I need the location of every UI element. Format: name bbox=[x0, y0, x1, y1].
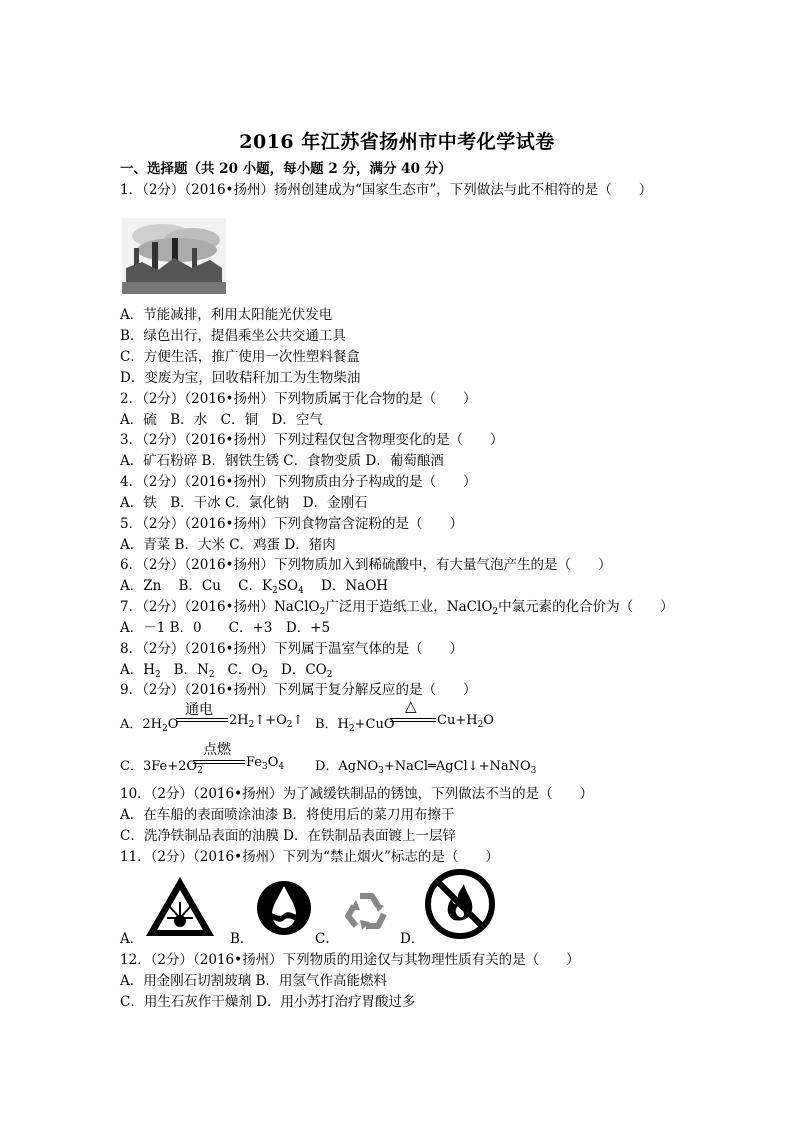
question-2-options: A．硫 B．水 C．铜 D．空气 bbox=[120, 412, 323, 428]
option-c: C．$K_2SO_4$ bbox=[238, 578, 304, 596]
option-d: D．$CO_2$ bbox=[281, 662, 333, 680]
option-c: C．$O_2$ bbox=[227, 662, 269, 680]
page-title: 2016 年江苏省扬州市中考化学试卷 bbox=[239, 131, 555, 153]
question-11-option-d: D． bbox=[400, 931, 425, 947]
question-1-stem: 1．（2分）（2016•扬州）扬州创建成为“国家生态市”，下列做法与此不相符的是（ ） bbox=[120, 182, 653, 198]
question-12-options-ab: A．用金刚石切割玻璃 B．用氢气作高能燃料 bbox=[120, 973, 387, 989]
question-9-option-b: B．$H_2+CuO$ bbox=[315, 717, 395, 734]
question-5-options: A．青菜 B．大米 C．鸡蛋 D．猪肉 bbox=[120, 537, 336, 553]
question-11-option-b: B． bbox=[230, 931, 254, 947]
question-2-stem: 2．（2分）（2016•扬州）下列物质属于化合物的是（ ） bbox=[120, 391, 477, 407]
option-a: A．Zn bbox=[120, 578, 162, 594]
water-saving-sign-icon bbox=[256, 880, 312, 936]
question-9-option-b-products: $Cu+H_2O$ bbox=[437, 713, 494, 730]
question-9-option-a-products: $2H_2↑+O_2↑$ bbox=[229, 713, 304, 730]
question-9-option-c-products: $Fe_3O_4$ bbox=[246, 755, 285, 772]
no-fire-sign-icon bbox=[424, 868, 496, 940]
condition-electrolysis: 通电 bbox=[185, 702, 213, 718]
question-7-options: A．－1 B．0 C．+3 D．+5 bbox=[120, 620, 331, 636]
reaction-arrow bbox=[176, 717, 228, 723]
question-5-stem: 5．（2分）（2016•扬州）下列食物富含淀粉的是（ ） bbox=[120, 516, 463, 532]
option-b: B．Cu bbox=[178, 578, 221, 594]
question-4-stem: 4．（2分）（2016•扬州）下列物质由分子构成的是（ ） bbox=[120, 474, 477, 490]
question-3-stem: 3．（2分）（2016•扬州）下列过程仅包含物理变化的是（ ） bbox=[120, 432, 504, 448]
reaction-arrow bbox=[390, 717, 436, 723]
question-6-options bbox=[120, 577, 388, 595]
question-9-stem: 9．（2分）（2016•扬州）下列属于复分解反应的是（ ） bbox=[120, 682, 477, 698]
option-a: A．$H_2$ bbox=[120, 662, 161, 680]
question-1-option-c: C．方便生活，推广使用一次性塑料餐盒 bbox=[120, 349, 360, 365]
question-10-options-ab: A．在车船的表面喷涂油漆 B．将使用后的菜刀用布擦干 bbox=[120, 807, 455, 823]
explosive-sign-icon bbox=[143, 874, 217, 940]
condition-heat: △ bbox=[405, 697, 417, 715]
question-4-options: A．铁 B．干冰 C．氯化钠 D．金刚石 bbox=[120, 495, 368, 511]
question-12-options-cd: C．用生石灰作干燥剂 D．用小苏打治疗胃酸过多 bbox=[120, 994, 416, 1010]
option-b: B．$N_2$ bbox=[173, 662, 215, 680]
recycle-sign-icon bbox=[340, 888, 392, 936]
question-7-stem: 7．（2分）（2016•扬州）NaClO$_2$广泛用于造纸工业，NaClO$_2$中氯元素的化合价为（ ） bbox=[120, 599, 674, 617]
option-d: D．NaOH bbox=[321, 578, 389, 594]
question-1-option-a: A．节能减排，利用太阳能光伏发电 bbox=[120, 307, 333, 323]
question-10-stem: 10．（2分）（2016•扬州）为了减缓铁制品的锈蚀，下列做法不当的是（ ） bbox=[120, 786, 594, 802]
question-10-options-cd: C．洗净铁制品表面的油膜 D．在铁制品表面镀上一层锌 bbox=[120, 828, 456, 844]
question-12-stem: 12．（2分）（2016•扬州）下列物质的用途仅与其物理性质有关的是（ ） bbox=[120, 952, 580, 968]
question-11-option-c: C． bbox=[315, 931, 339, 947]
condition-ignition: 点燃 bbox=[203, 742, 231, 758]
question-11-stem: 11．（2分）（2016•扬州）下列为“禁止烟火”标志的是（ ） bbox=[120, 849, 499, 865]
question-3-options: A．矿石粉碎 B．钢铁生锈 C．食物变质 D．葡萄酿酒 bbox=[120, 453, 444, 469]
question-6-stem: 6．（2分）（2016•扬州）下列物质加入到稀硫酸中，有大量气泡产生的是（ ） bbox=[120, 557, 612, 573]
question-1-option-b: B．绿色出行，提倡乘坐公共交通工具 bbox=[120, 328, 346, 344]
question-9-option-c: C．$3Fe+2O_2$ bbox=[120, 759, 203, 776]
question-9-option-a: A．$2H_2O$ bbox=[120, 717, 179, 734]
factory-pollution-image bbox=[122, 218, 226, 294]
section-heading: 一、选择题（共 20 小题，每小题 2 分，满分 40 分） bbox=[120, 161, 452, 177]
question-8-stem: 8．（2分）（2016•扬州）下列属于温室气体的是（ ） bbox=[120, 641, 463, 657]
question-11-option-a: A． bbox=[120, 931, 144, 947]
reaction-arrow bbox=[193, 759, 245, 765]
question-9-option-d: D．AgNO$_3$+NaCl═AgCl↓+NaNO$_3$ bbox=[315, 759, 537, 776]
question-1-option-d: D．变废为宝，回收秸秆加工为生物柴油 bbox=[120, 370, 361, 386]
question-8-options bbox=[120, 661, 332, 679]
